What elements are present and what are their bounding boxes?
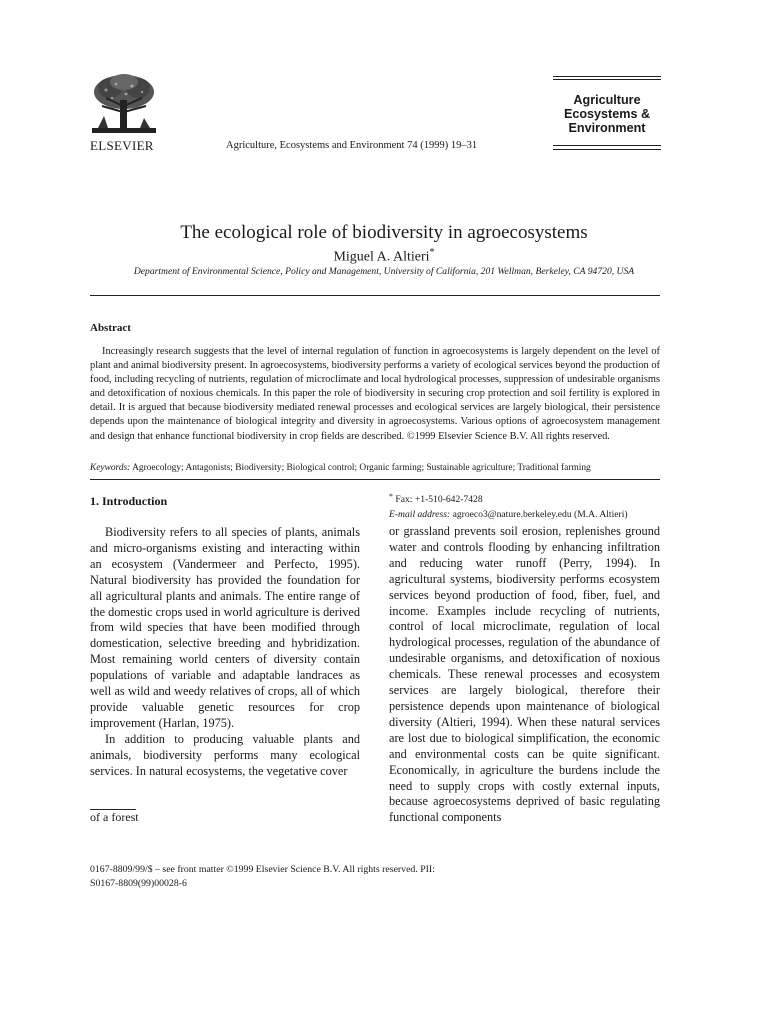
- header-divider: [90, 295, 660, 296]
- author-footnote-mark[interactable]: *: [429, 247, 435, 258]
- right-column: [389, 524, 660, 826]
- abstract-text: Increasingly research suggests that the level of internal regulation of function in agroecosystems is largely dependent on the level of plant and animal biodiversity present. In agroecosystems, biodiversity performs a variety of ecological services beyond the production of food, including recycling of nutrients, regulation of microclimate and local hydrological processes, suppression of undesirable organisms and detoxification of noxious chemicals. In this paper the role of biodiversity in securing crop protection and soil fertility is explored in detail. It is argued that because biodiversity mediated renewal processes and ecological services are largely biological, their persistence depends upon the maintenance of biological integrity and diversity in agroecosystems. Various options of agroecosystem management and design that enhance functional biodiversity in crop fields are described. ©1999 Elsevier Science B.V. All rights reserved.: [90, 346, 660, 442]
- keywords-list: Agroecology; Antagonists; Biodiversity; Biological control; Organic farming; Sustainable agriculture; Traditional farming: [132, 463, 591, 473]
- left-column-continuation: of a forest: [90, 810, 139, 824]
- footnote-fax: [389, 492, 483, 505]
- journal-reference: Agriculture, Ecosystems and Environment 74 (1999) 19–31: [226, 140, 478, 151]
- intro-paragraph-1: Biodiversity refers to all species of plants, animals and micro-organisms existing and interacting within an ecosystem (Vandermeer and Perfecto, 1995). Natural biodiversity has provided the foundation for all agricultural plants and animals. The entire range of the domestic crops used in world agriculture is derived from wild species that have been modified through domestication, selective breeding and hybridization. Most remaining world centers of diversity contain populations of variable and adaptable landraces as well as wild and weedy relatives of crops, all of which provide valuable genetic resources for crop improvement (Harlan, 1975).: [90, 525, 360, 730]
- journal-logo-title: [553, 93, 661, 135]
- keywords-label: Keywords:: [90, 463, 131, 473]
- left-column: [90, 525, 360, 780]
- copyright-footer: [90, 863, 435, 891]
- abstract-heading: Abstract: [90, 322, 131, 334]
- keywords-divider: [90, 479, 660, 480]
- intro-paragraph-2: In addition to producing valuable plants and animals, biodiversity performs many ecological services. In natural ecosystems, the vegetative cover: [90, 731, 360, 778]
- fax-number: Fax: +1-510-642-7428: [395, 494, 483, 505]
- logo-rule: [553, 76, 661, 77]
- journal-logo: [553, 76, 661, 152]
- logo-rule: [553, 149, 661, 150]
- email-label: E-mail address:: [389, 509, 451, 520]
- footnote-email: [389, 509, 628, 520]
- section-heading-introduction: 1. Introduction: [90, 494, 168, 508]
- author-line: [0, 247, 768, 266]
- author-name: Miguel A. Altieri: [333, 249, 430, 265]
- footer-line-2: S0167-8809(99)00028-6: [90, 878, 187, 889]
- logo-rule: [553, 79, 661, 80]
- email-address[interactable]: agroeco3@nature.berkeley.edu (M.A. Altieri): [452, 509, 628, 520]
- journal-logo-line: Agriculture: [573, 93, 641, 107]
- keywords: [90, 463, 660, 473]
- author-affiliation: Department of Environmental Science, Policy and Management, University of California, 201 Wellman, Berkeley, CA 94720, USA: [133, 266, 635, 277]
- footnote-mark: *: [389, 492, 393, 501]
- publisher-name: ELSEVIER: [90, 138, 154, 153]
- journal-logo-line: Environment: [568, 121, 646, 135]
- intro-paragraph-continued: or grassland prevents soil erosion, replenishes ground water and controls flooding by enhancing infiltration and reducing water runoff (Perry, 1994). In agricultural systems, biodiversity performs ecosystem services beyond production of food, fiber, fuel, and income. Examples include recycling of nutrients, control of local microclimate, regulation of local hydrological processes, regulation of the abundance of undesirable organisms, and detoxification of noxious chemicals. These renewal processes and ecosystem services are largely biological, therefore their persistence depends upon maintenance of biological diversity (Altieri, 1994). When these natural services are lost due to biological simplification, the economic and environmental costs can be quite significant. Economically, in agriculture the burdens include the need to supply crops with costly external inputs, because agroecosystems deprived of basic regulating functional components: [389, 524, 660, 825]
- journal-logo-line: Ecosystems &: [563, 107, 651, 121]
- article-title: The ecological role of biodiversity in agroecosystems: [180, 222, 588, 243]
- logo-rule: [553, 145, 661, 146]
- footer-line-1: 0167-8809/99/$ – see front matter ©1999 Elsevier Science B.V. All rights reserved. PII:: [90, 864, 435, 875]
